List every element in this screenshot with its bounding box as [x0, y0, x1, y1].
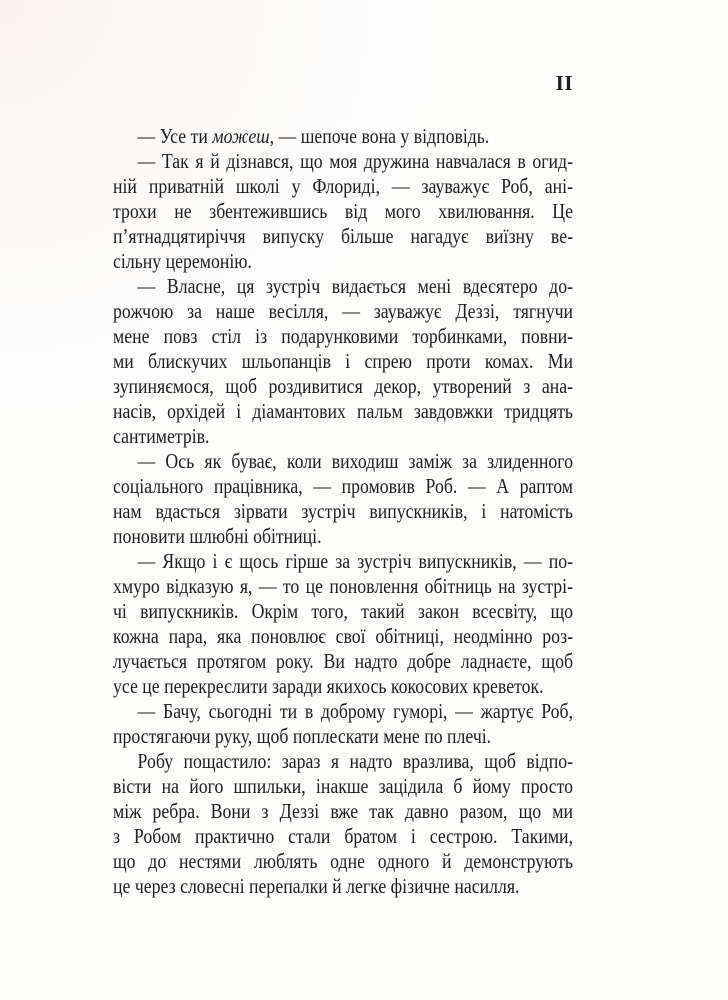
- chapter-number: II: [555, 71, 573, 95]
- text-line: — Так я й дізнався, що моя дружина навчалася в огид-: [137, 149, 574, 173]
- text-line: кожна пара, яка поновлює свої обітниці, неодмінно роз-: [113, 624, 574, 648]
- text-line: що до нестями люблять одне одного й демонструють: [113, 849, 574, 873]
- text-line: — Ось як буває, коли виходиш заміж за злиденного: [137, 449, 574, 473]
- text-line: простягаючи руку, щоб поплескати мене по плечі.: [113, 724, 492, 748]
- text-line: усе це перекреслити заради якихось кокосових креветок.: [113, 674, 544, 698]
- text-line: між ребра. Вони з Деззі вже так давно разом, що ми: [113, 799, 574, 823]
- text-line: з Робом практично стали братом і сестрою. Такими,: [113, 824, 574, 848]
- text-line: сільну церемонію.: [113, 249, 253, 273]
- text-block: [113, 124, 573, 899]
- text-line: поновити шлюбні обітниці.: [113, 524, 322, 548]
- text-line: сантиметрів.: [113, 424, 210, 448]
- text-line: — Якщо і є щось гірше за зустріч випускників, — по-: [137, 549, 574, 573]
- text-line: — Усе ти можеш, — шепоче вона у відповідь.: [137, 124, 490, 148]
- text-line: це через словесні перепалки й легке фізичне насилля.: [113, 874, 520, 898]
- text-line: — Бачу, сьогодні ти в доброму гуморі, — жартує Роб,: [137, 699, 574, 723]
- text-line: — Власне, ця зустріч видається мені вдесятеро до-: [137, 274, 574, 298]
- text-line: нам вдасться зірвати зустріч випускників, і натомість: [113, 499, 574, 523]
- text-line: трохи не збентежившись від мого хвилювання. Це: [113, 199, 574, 223]
- text-line: зупиняємося, щоб роздивитися декор, утворений з ана-: [113, 374, 574, 398]
- text-line: хмуро відказую я, — то це поновлення обітниць на зустрі-: [113, 574, 574, 598]
- text-line: мене повз стіл із подарунковими торбинками, повни-: [113, 324, 574, 348]
- text-line: лучається протягом року. Ви надто добре ладнаєте, щоб: [113, 649, 574, 673]
- text-line: ми блискучих шльопанців і спрею проти комах. Ми: [113, 349, 574, 373]
- text-line: рожчою за наше весілля, — зауважує Деззі, тягнучи: [113, 299, 574, 323]
- text-line: насів, орхідей і діамантових пальм завдовжки тридцять: [113, 399, 574, 423]
- text-line: вісти на його шпильки, інакше зацідила б йому просто: [113, 774, 574, 798]
- text-line: Робу пощастило: зараз я надто вразлива, щоб відпо-: [137, 749, 574, 773]
- text-line: ній приватній школі у Флориді, — зауважує Роб, ані-: [113, 174, 574, 198]
- text-line: чі випускників. Окрім того, такий закон всесвіту, що: [113, 599, 574, 623]
- text-line: п’ятнадцятиріччя випуску більше нагадує виїзну ве-: [113, 224, 574, 248]
- text-line: соціального працівника, — промовив Роб. — А раптом: [113, 474, 574, 498]
